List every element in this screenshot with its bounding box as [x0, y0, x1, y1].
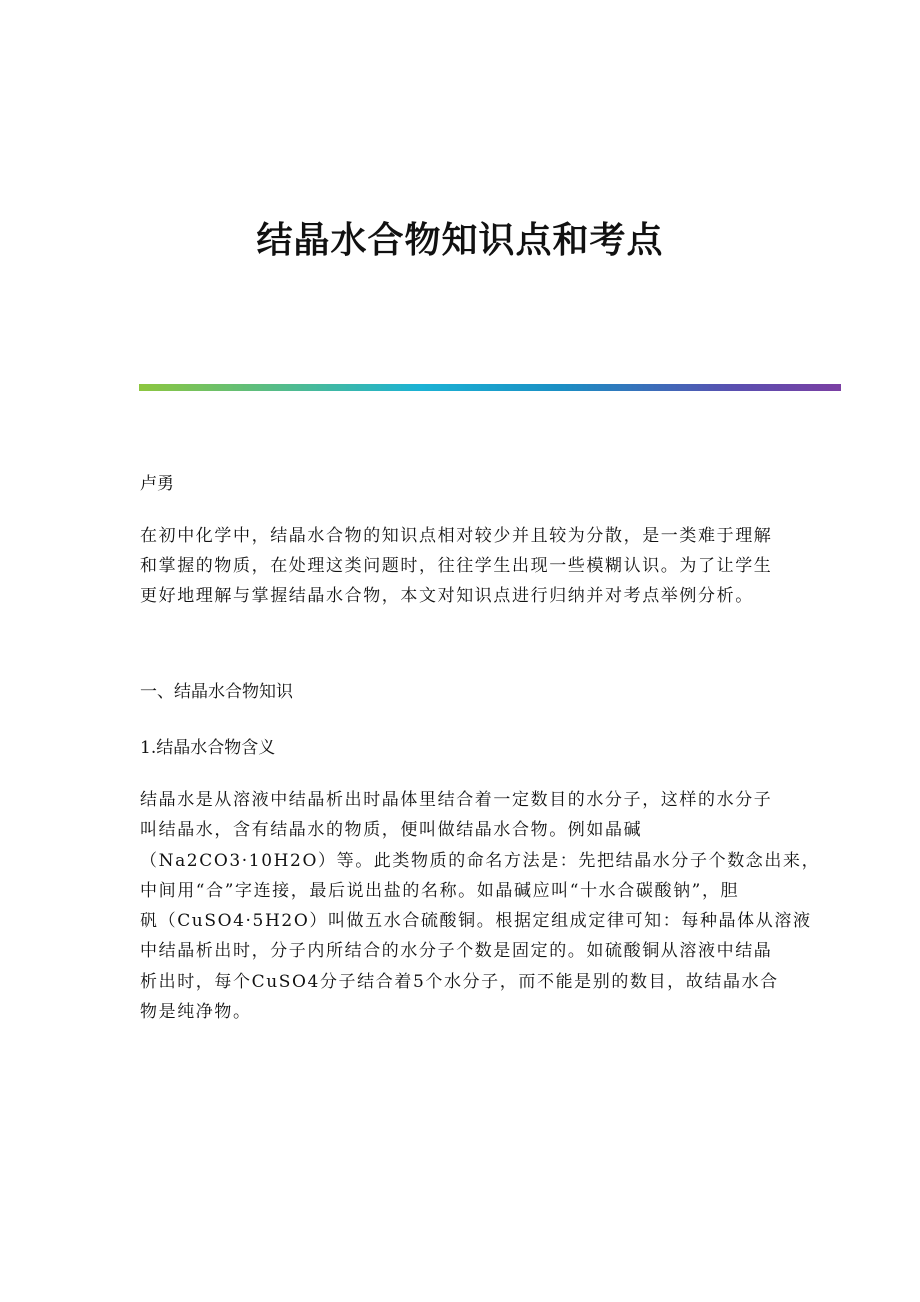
intro-line: 更好地理解与掌握结晶水合物，本文对知识点进行归纳并对考点举例分析。	[140, 586, 754, 606]
definition-paragraph	[140, 786, 821, 1028]
definition-line: 矾（CuSO4·5H2O）叫做五水合硫酸铜。根据定组成定律可知：每种晶体从溶液	[140, 911, 812, 932]
definition-line: （Na2CO3·10H2O）等。此类物质的命名方法是：先把结晶水分子个数念出来，	[140, 850, 821, 871]
title-divider-gradient	[139, 384, 841, 391]
intro-line: 在初中化学中，结晶水合物的知识点相对较少并且较为分散，是一类难于理解	[140, 526, 773, 546]
definition-line: 叫结晶水，含有结晶水的物质，便叫做结晶水合物。例如晶碱	[140, 820, 643, 841]
document-title: 结晶水合物知识点和考点	[256, 219, 664, 261]
section-heading: 一、结晶水合物知识	[140, 682, 293, 702]
definition-line: 物是纯净物。	[140, 1002, 252, 1023]
definition-line: 中结晶析出时，分子内所结合的水分子个数是固定的。如硫酸铜从溶液中结晶	[140, 941, 773, 962]
intro-paragraph	[140, 522, 780, 612]
subsection-heading: 1.结晶水合物含义	[140, 738, 276, 758]
intro-line: 和掌握的物质，在处理这类问题时，往往学生出现一些模糊认识。为了让学生	[140, 556, 773, 576]
author-name: 卢勇	[140, 474, 174, 494]
definition-line: 中间用“合”字连接，最后说出盐的名称。如晶碱应叫“十水合碳酸钠”，胆	[140, 880, 740, 901]
definition-line: 结晶水是从溶液中结晶析出时晶体里结合着一定数目的水分子，这样的水分子	[140, 790, 773, 810]
definition-line: 析出时，每个CuSO4分子结合着5个水分子，而不能是别的数目，故结晶水合	[140, 971, 779, 992]
